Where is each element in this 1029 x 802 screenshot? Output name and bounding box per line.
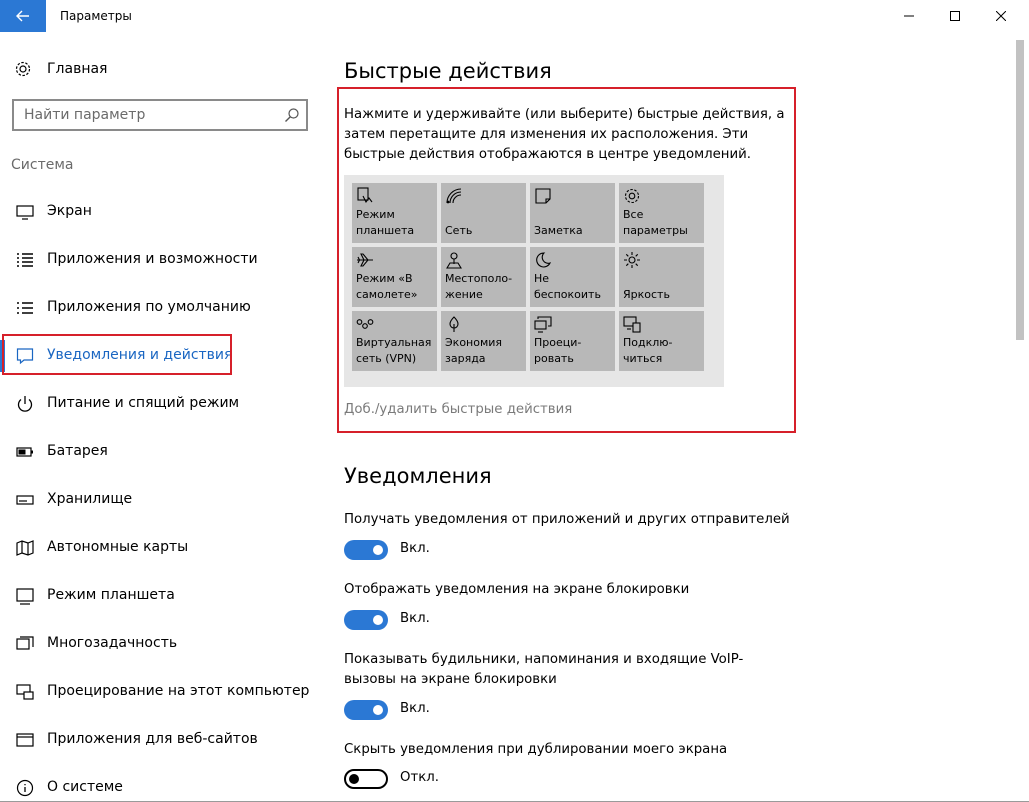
- window-title: Параметры: [60, 9, 132, 23]
- sidebar-item-projecting[interactable]: [0, 672, 322, 712]
- apps-list-icon: [16, 251, 34, 269]
- tablet-mode-icon: [356, 187, 374, 205]
- highlight-frame: [2, 334, 232, 375]
- multitask-icon: [16, 635, 34, 653]
- section-label: Система: [11, 157, 74, 173]
- sidebar-item-label: Режим планшета: [47, 587, 175, 603]
- maximize-button[interactable]: [932, 0, 978, 32]
- tile-label: Не беспокоить: [534, 272, 601, 301]
- search-icon: [284, 107, 300, 123]
- quick-action-tile[interactable]: [530, 311, 615, 371]
- scrollbar-thumb[interactable]: [1016, 40, 1024, 340]
- sidebar: [0, 32, 322, 802]
- scrollbar[interactable]: [1012, 32, 1029, 801]
- quick-action-tile[interactable]: [352, 183, 437, 243]
- quick-actions-grid: [344, 175, 724, 387]
- toggle-knob: [373, 545, 383, 555]
- toggle-state-label: Вкл.: [400, 611, 430, 626]
- connect-icon: [623, 315, 641, 333]
- quick-action-tile[interactable]: [352, 311, 437, 371]
- info-icon: [16, 779, 34, 797]
- arrow-left-icon: [16, 10, 30, 22]
- sidebar-home[interactable]: [0, 54, 322, 84]
- main-content: [322, 32, 1012, 802]
- quick-action-tile[interactable]: [619, 247, 704, 307]
- minimize-icon: [904, 11, 914, 21]
- tile-label: Проеци-ровать: [534, 336, 582, 365]
- toggle-knob: [373, 705, 383, 715]
- monitor-icon: [16, 203, 34, 221]
- battery-saver-icon: [445, 315, 463, 333]
- project-screen-icon: [534, 315, 552, 333]
- sidebar-item-offline-maps[interactable]: [0, 528, 322, 568]
- setting-label: Отображать уведомления на экране блокировки: [344, 582, 690, 597]
- storage-icon: [16, 491, 34, 509]
- quick-action-tile[interactable]: [441, 183, 526, 243]
- setting-label: Показывать будильники, напоминания и входящие VoIP-вызовы на экране блокировки: [344, 652, 744, 687]
- tile-label: Яркость: [623, 288, 670, 301]
- sidebar-item-label: Автономные карты: [47, 539, 189, 555]
- notifications-title: Уведомления: [344, 464, 492, 488]
- quick-action-tile[interactable]: [441, 247, 526, 307]
- tile-label: Виртуальная сеть (VPN): [356, 336, 432, 365]
- tile-label: Экономия заряда: [445, 336, 503, 365]
- project-icon: [16, 683, 34, 701]
- default-apps-icon: [16, 299, 34, 317]
- tile-label: Заметка: [534, 224, 583, 237]
- tile-label: Режим «В самолете»: [356, 272, 418, 301]
- search-box: [12, 99, 308, 131]
- sidebar-item-label: Уведомления и действия: [47, 347, 233, 363]
- tablet-icon: [16, 587, 34, 605]
- sidebar-item-label: Экран: [47, 203, 92, 219]
- tile-label: Сеть: [445, 224, 473, 237]
- sidebar-item-about[interactable]: [0, 768, 322, 802]
- sidebar-item-battery[interactable]: [0, 432, 322, 472]
- sidebar-item-label: Приложения и возможности: [47, 251, 258, 267]
- quick-actions-title: Быстрые действия: [344, 59, 552, 83]
- quick-actions-description: Нажмите и удерживайте (или выберите) быстрые действия, а затем перетащите для изменения их расположения. Эти быстрые действия отображаются в центре уведомлений.: [344, 107, 785, 162]
- quick-action-tile[interactable]: [619, 311, 704, 371]
- sidebar-item-power[interactable]: [0, 384, 322, 424]
- sidebar-item-label: О системе: [47, 779, 123, 795]
- tile-label: Подклю-читься: [623, 336, 673, 365]
- setting-label: Скрыть уведомления при дублировании моего экрана: [344, 742, 728, 757]
- location-icon: [445, 251, 463, 269]
- toggle-knob: [373, 615, 383, 625]
- moon-icon: [534, 251, 552, 269]
- quick-action-tile[interactable]: [530, 247, 615, 307]
- close-button[interactable]: [978, 0, 1024, 32]
- sidebar-item-multitasking[interactable]: [0, 624, 322, 664]
- toggle-switch[interactable]: [344, 540, 388, 560]
- quick-action-tile[interactable]: [352, 247, 437, 307]
- toggle-switch[interactable]: [344, 610, 388, 630]
- vpn-icon: [356, 315, 374, 333]
- power-icon: [16, 395, 34, 413]
- map-icon: [16, 539, 34, 557]
- toggle-knob: [349, 774, 359, 784]
- sidebar-item-label: Проецирование на этот компьютер: [47, 683, 310, 699]
- tile-label: Местополо-жение: [445, 272, 513, 301]
- search-input[interactable]: [14, 101, 274, 129]
- battery-icon: [16, 443, 34, 461]
- setting-label: Получать уведомления от приложений и других отправителей: [344, 512, 790, 527]
- title-bar: [0, 0, 1029, 32]
- note-icon: [534, 187, 552, 205]
- network-icon: [445, 187, 463, 205]
- toggle-state-label: Откл.: [400, 770, 439, 785]
- sidebar-item-label: Хранилище: [47, 491, 133, 507]
- sidebar-item-label: Батарея: [47, 443, 108, 459]
- minimize-button[interactable]: [886, 0, 932, 32]
- sidebar-item-display[interactable]: [0, 192, 322, 232]
- close-icon: [996, 11, 1006, 21]
- quick-action-tile[interactable]: [530, 183, 615, 243]
- web-apps-icon: [16, 731, 34, 749]
- sidebar-home-label: Главная: [47, 61, 108, 77]
- tile-label: Режим планшета: [356, 208, 415, 237]
- toggle-state-label: Вкл.: [400, 701, 430, 716]
- sidebar-item-tablet-mode[interactable]: [0, 576, 322, 616]
- settings-gear-icon: [623, 187, 641, 205]
- sidebar-item-default-apps[interactable]: [0, 288, 322, 328]
- toggle-switch[interactable]: [344, 769, 388, 789]
- tile-label: Все параметры: [623, 208, 688, 237]
- quick-action-tile[interactable]: [441, 311, 526, 371]
- sidebar-item-label: Приложения для веб-сайтов: [47, 731, 258, 747]
- add-remove-quick-actions-link[interactable]: Доб./удалить быстрые действия: [344, 402, 573, 417]
- sidebar-item-apps[interactable]: [0, 240, 322, 280]
- back-button[interactable]: [0, 0, 46, 32]
- quick-action-tile[interactable]: [619, 183, 704, 243]
- airplane-icon: [356, 251, 374, 269]
- sidebar-item-web-apps[interactable]: [0, 720, 322, 760]
- brightness-icon: [623, 251, 641, 269]
- toggle-state-label: Вкл.: [400, 541, 430, 556]
- toggle-switch[interactable]: [344, 700, 388, 720]
- sidebar-item-label: Питание и спящий режим: [47, 395, 240, 411]
- sidebar-item-storage[interactable]: [0, 480, 322, 520]
- maximize-icon: [950, 11, 960, 21]
- gear-icon: [14, 60, 32, 78]
- sidebar-item-label: Многозадачность: [47, 635, 178, 651]
- sidebar-item-label: Приложения по умолчанию: [47, 299, 251, 315]
